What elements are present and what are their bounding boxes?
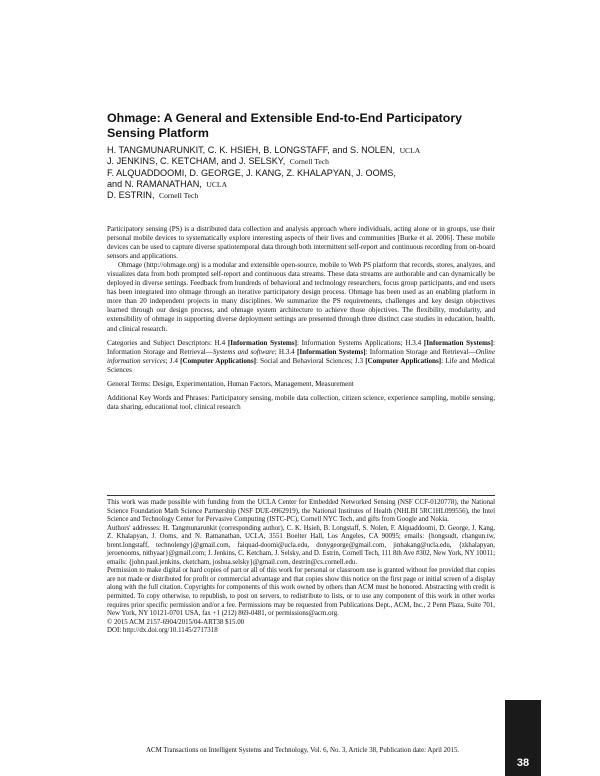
- author-line: [107, 190, 507, 201]
- general-terms-text: Design, Experimentation, Human Factors, Management, Measurement: [152, 379, 354, 388]
- author-line: [107, 179, 507, 190]
- ccs-category: [Information Systems]: [296, 347, 366, 356]
- ccs-category: [Computer Applications]: [180, 356, 256, 365]
- general-terms: [107, 380, 495, 389]
- page-number: 38: [516, 757, 530, 769]
- author-names: and N. RAMANATHAN,: [107, 178, 202, 189]
- page-number-tab: [505, 700, 541, 776]
- permission-notice: Permission to make digital or hard copies of part or all of this work for personal or classroom use is granted without fee provided that copies are not made or distributed for profit or commercial advantage and that copies show this notice on the first page or initial screen of a display along with the full citation. Copyrights for components of this work owned by others than ACM must be honored. Abstracting with credit is permitted. To copy otherwise, to republish, to post on servers, to redistribute to lists, or to use any component of this work in other works requires prior specific permission and/or a fee. Permissions may be requested from Publications Dept., ACM, Inc., 2 Penn Plaza, Suite 701, New York, NY 10121-0701 USA, fax +1 (212) 869-0481, or permissions@acm.org.: [107, 567, 495, 618]
- author-addresses: Authors' addresses: H. Tangmunarunkit (corresponding author), C. K. Hsieh, B. Longstaff, S. Nolen, F. Alquaddoomi, D. George, J. Kang, Z. Khalapyan, J. Ooms, and N. Ramanathan, UCLA, 3551 Boelter Hall, Los Angeles, CA 90095; emails: {hongsudt, changun.tw, brent.longstaff, technolengy}@gmail.com, faiquad-doomi@ucla.edu, donygeorge@gmail.com, jinhakang@ucla.edu, {zkhalapyan, jeroenooms, nithyaar}@gmail.com; J. Jenkins, C. Ketcham, J. Selsky, and D. Estrin, Cornell Tech, 111 8th Ave #302, New York, NY 10011; emails: {john.paul.jenkins, cketcham, joshua.selsky}@gmail.com, destrin@cs.cornell.edu.: [107, 524, 495, 566]
- ccs-text: : Information Storage and Retrieval—: [107, 338, 495, 356]
- abstract-paragraph-1: Participatory sensing (PS) is a distributed data collection and analysis approach where individuals, acting alone or in groups, use their personal mobile devices to systematically explore interesting aspects of their lives and communities [Burke et al. 2006]. These mobile devices can be used to capture diverse spatiotemporal data through both intermittent self-report and continuous recording from on-board sensors and applications.: [107, 225, 495, 261]
- author-affiliation: Cornell Tech: [159, 191, 199, 201]
- author-affiliation: UCLA: [399, 146, 421, 155]
- ccs-text: ; J.4: [165, 356, 178, 365]
- ccs-text: : Information Storage and Retrieval—: [365, 347, 476, 356]
- ccs-label: Categories and Subject Descriptors:: [107, 338, 212, 347]
- author-affiliation: Cornell Tech: [289, 157, 329, 167]
- keywords-label: Additional Key Words and Phrases:: [107, 393, 210, 402]
- ccs-subject: Online information services: [107, 347, 495, 365]
- ccs-text: : Social and Behavioral Sciences; J.3: [256, 356, 364, 365]
- ccs-text: : Information Systems Applications; H.3.4: [296, 338, 422, 347]
- keywords-text: Participatory sensing, mobile data collection, citizen science, experience sampling, mobile sensing, data sharing, educational tool, clinical research: [107, 393, 495, 411]
- author-affiliation: UCLA: [206, 179, 228, 189]
- ccs-categories: [107, 339, 495, 375]
- author-line: [107, 156, 507, 167]
- doi-link[interactable]: DOI: http://dx.doi.org/10.1145/2717318: [107, 627, 218, 635]
- footnote-divider: [107, 495, 495, 496]
- ccs-category: [Information Systems]: [423, 338, 493, 347]
- author-list: [107, 145, 507, 201]
- abstract-paragraph-2: Ohmage (http://ohmage.org) is a modular and extensible open-source, mobile to Web PS platform that records, stores, analyzes, and visualizes data from both prompted self-report and continuous data streams. These data streams are authorable and can dynamically be deployed in diverse settings. Feedback from hundreds of behavioral and technology researchers, focus group participants, and end users has been integrated into ohmage through an iterative participatory design process. Ohmage has been used as an enabling platform in more than 20 independent projects in many disciplines. We summarize the PS requirements, challenges and key design objectives learned through our design process, and ohmage system architecture to achieve those objectives. The flexibility, modularity, and extensibility of ohmage in supporting diverse deployment settings are presented through three distinct case studies in education, health, and clinical research.: [107, 261, 495, 333]
- author-line: [107, 145, 507, 156]
- ccs-subject: Systems and software: [212, 347, 275, 356]
- author-names: H. TANGMUNARUNKIT, C. K. HSIEH, B. LONGSTAFF, and S. NOLEN,: [107, 145, 396, 155]
- paper-title: [107, 111, 507, 141]
- ccs-code: H.4: [214, 338, 226, 347]
- author-names: D. ESTRIN,: [107, 190, 155, 201]
- ccs-text: : Life and Medical Sciences: [107, 356, 496, 374]
- author-names: F. ALQUADDOOMI, D. GEORGE, J. KANG, Z. KHALAPYAN, J. OOMS,: [107, 167, 396, 178]
- title-line-1: Ohmage: A General and Extensible End-to-End Participatory: [107, 111, 463, 125]
- abstract-section: [107, 225, 495, 412]
- funding-note: This work was made possible with funding from the UCLA Center for Embedded Networked Sensing (NSF CCF-0120778), the National Science Foundation Math Science Partnership (NSF DUE-0962919), the National Institutes of Health (NHLBI 5RC1HL099556), the Intel Science and Technology Center for Pervasive Computing (ISTC-PC), Cornell NYC Tech, and gifts from Google and Nokia.: [107, 499, 495, 524]
- keywords: [107, 394, 495, 412]
- footnotes: [107, 499, 495, 636]
- author-names: J. JENKINS, C. KETCHAM, and J. SELSKY,: [107, 156, 286, 167]
- title-line-2: Sensing Platform: [107, 126, 209, 140]
- copyright-line: © 2015 ACM 2157-6904/2015/04-ART38 $15.00: [107, 618, 245, 626]
- journal-footer: ACM Transactions on Intelligent Systems and Technology, Vol. 6, No. 3, Article 38, Publication date: April 2015.: [146, 747, 460, 754]
- ccs-category: [Information Systems]: [227, 338, 297, 347]
- author-line: [107, 168, 507, 179]
- ccs-category: [Computer Applications]: [365, 356, 442, 365]
- general-terms-label: General Terms:: [107, 379, 151, 388]
- ccs-text: ; H.3.4: [274, 347, 295, 356]
